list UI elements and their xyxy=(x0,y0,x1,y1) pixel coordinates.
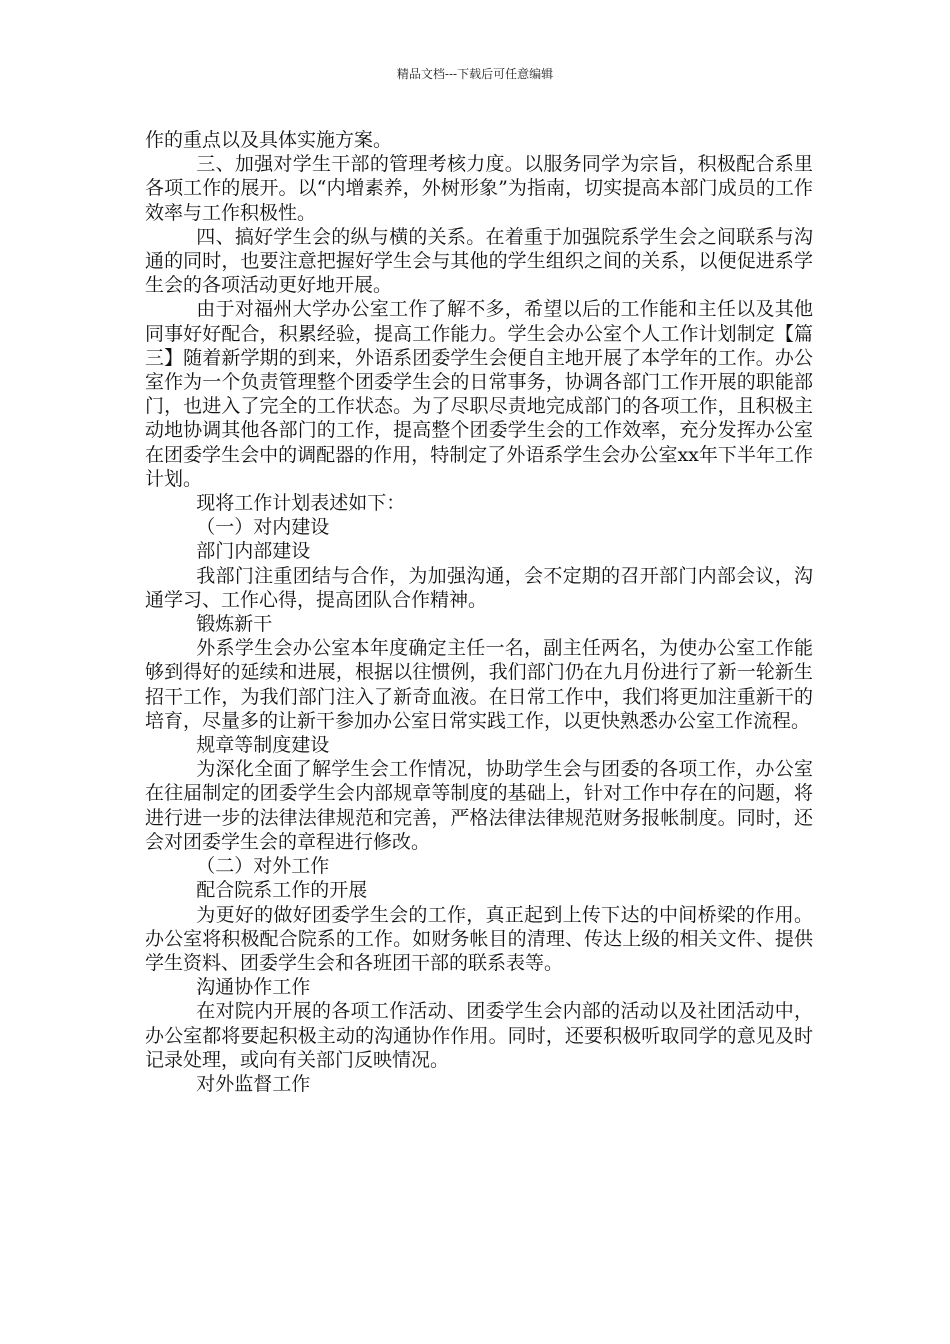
subheading-cooperate: 配合院系工作的开展 xyxy=(196,879,368,902)
section-heading-internal: （一）对内建设 xyxy=(196,516,330,539)
subheading-communication: 沟通协作工作 xyxy=(196,976,311,999)
document-body xyxy=(145,128,813,1096)
paragraph-9: 为更好的做好团委学生会的工作，真正起到上传下达的中间桥梁的作用。办公室将积极配合院系的工作。如财务帐目的清理、传达上级的相关文件、提供学生资料、团委学生会和各班团干部的联系表等。 xyxy=(145,903,813,974)
paragraph-4: 由于对福州大学办公室工作了解不多，希望以后的工作能和主任以及其他同事好好配合，积累经验，提高工作能力。学生会办公室个人工作计划制定【篇三】随着新学期的到来，外语系团委学生会便自主地开展了本学年的工作。办公室作为一个负责管理整个团委学生会的日常事务，协调各部门工作开展的职能部门，也进入了完全的工作状态。为了尽职尽责地完成部门的各项工作，且积极主动地协调其他各部门的工作，提高整个团委学生会的工作效率，充分发挥办公室在团委学生会中的调配器的作用，特制定了外语系学生会办公室xx年下半年工作计划。 xyxy=(145,298,813,490)
paragraph-6: 我部门注重团结与合作，为加强沟通，会不定期的召开部门内部会议，沟通学习、工作心得，提高团队合作精神。 xyxy=(145,564,813,611)
section-heading-external: （二）对外工作 xyxy=(196,855,330,878)
paragraph-5: 现将工作计划表述如下： xyxy=(196,492,406,515)
paragraph-1: 作的重点以及具体实施方案。 xyxy=(145,129,393,151)
subheading-dept-building: 部门内部建设 xyxy=(196,540,311,563)
subheading-rules: 规章等制度建设 xyxy=(196,734,330,757)
paragraph-2: 三、加强对学生干部的管理考核力度。以服务同学为宗旨，积极配合系里各项工作的展开。以“内增素养，外树形象”为指南，切实提高本部门成员的工作效率与工作积极性。 xyxy=(145,153,813,224)
paragraph-7: 外系学生会办公室本年度确定主任一名，副主任两名，为使办公室工作能够到得好的延续和进展，根据以往惯例，我们部门仍在九月份进行了新一轮新生招干工作，为我们部门注入了新奇血液。在日常工作中，我们将更加注重新干的培育，尽量多的让新干参加办公室日常实践工作，以更快熟悉办公室工作流程。 xyxy=(145,637,813,732)
subheading-supervision: 对外监督工作 xyxy=(196,1072,311,1095)
subheading-train-new: 锻炼新干 xyxy=(196,613,273,636)
paragraph-3: 四、搞好学生会的纵与横的关系。在着重于加强院系学生会之间联系与沟通的同时，也要注意把握好学生会与其他的学生组织之间的关系，以便促进系学生会的各项活动更好地开展。 xyxy=(145,225,813,297)
paragraph-8: 为深化全面了解学生会工作情况，协助学生会与团委的各项工作，办公室在往届制定的团委学生会内部规章等制度的基础上，针对工作中存在的问题，将进行进一步的法律法律规范和完善，严格法律法律规范财务报帐制度。同时，还会对团委学生会的章程进行修改。 xyxy=(145,758,813,853)
page-header: 精品文档---下载后可任意编辑 xyxy=(396,67,554,81)
paragraph-10: 在对院内开展的各项工作活动、团委学生会内部的活动以及社团活动中，办公室都将要起积极主动的沟通协作作用。同时，还要积极听取同学的意见及时记录处理，或向有关部门反映情况。 xyxy=(145,1000,813,1071)
